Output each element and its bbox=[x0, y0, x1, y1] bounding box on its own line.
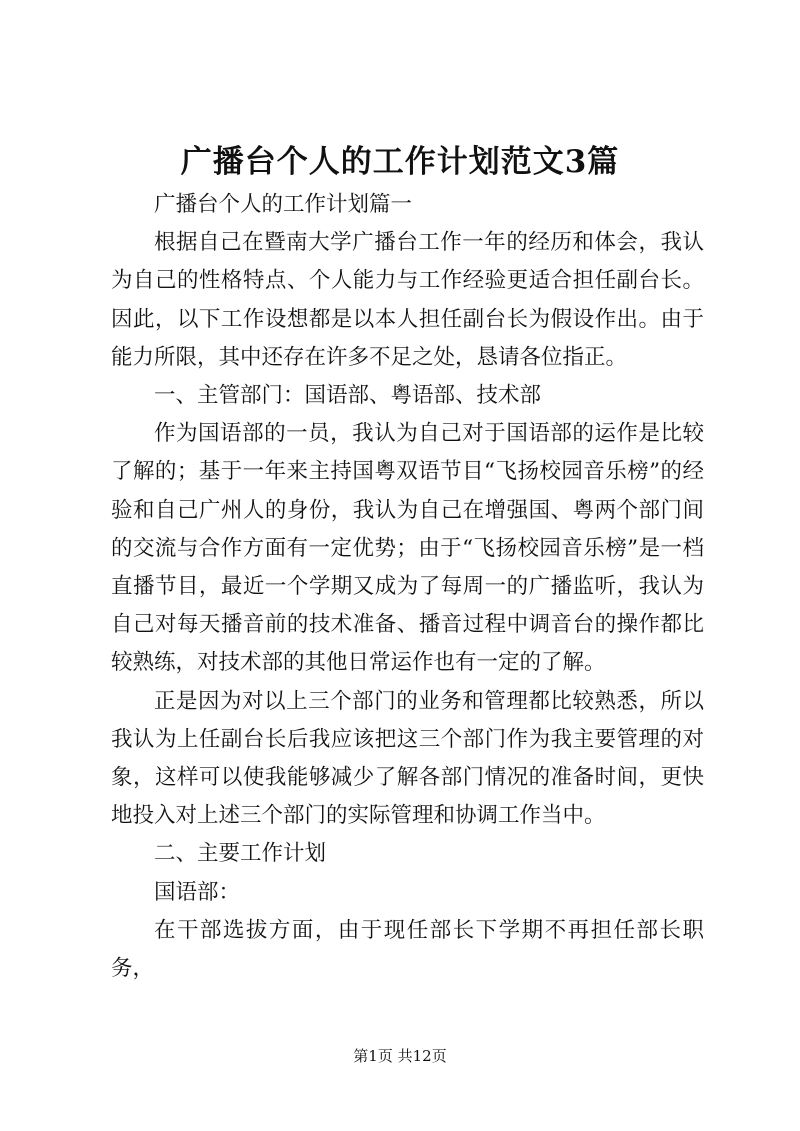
section-heading: 二、主要工作计划 bbox=[154, 841, 327, 867]
document-body bbox=[111, 186, 704, 988]
subsection-heading: 国语部： bbox=[154, 879, 241, 905]
page-number-footer: 第1页 共12页 bbox=[353, 1047, 447, 1065]
body-paragraph: 正是因为对以上三个部门的业务和管理都比较熟悉，所以我认为上任副台长后我应该把这三个部门作为我主要管理的对象，这样可以使我能够减少了解各部门情况的准备时间，更快地投入对上述三个部门的实际管理和协调工作当中。 bbox=[111, 688, 704, 829]
document-title: 广播台个人的工作计划范文3篇 bbox=[180, 144, 620, 180]
body-paragraph: 作为国语部的一员，我认为自己对于国语部的运作是比较了解的；基于一年来主持国粤双语节目“飞扬校园音乐榜”的经验和自己广州人的身份，我认为自己在增强国、粤两个部门间的交流与合作方面有一定优势；由于“飞扬校园音乐榜”是一档直播节目，最近一个学期又成为了每周一的广播监听，我认为自己对每天播音前的技术准备、播音过程中调音台的操作都比较熟练，对技术部的其他日常运作也有一定的了解。 bbox=[111, 421, 704, 676]
section-heading: 一、主管部门：国语部、粤语部、技术部 bbox=[154, 383, 542, 409]
section-heading: 广播台个人的工作计划篇一 bbox=[154, 192, 413, 217]
body-paragraph: 在干部选拔方面，由于现任部长下学期不再担任部长职务， bbox=[111, 917, 704, 982]
body-paragraph: 根据自己在暨南大学广播台工作一年的经历和体会，我认为自己的性格特点、个人能力与工作经验更适合担任副台长。因此，以下工作设想都是以本人担任副台长为假设作出。由于能力所限，其中还存在许多不足之处，恳请各位指正。 bbox=[111, 230, 704, 370]
